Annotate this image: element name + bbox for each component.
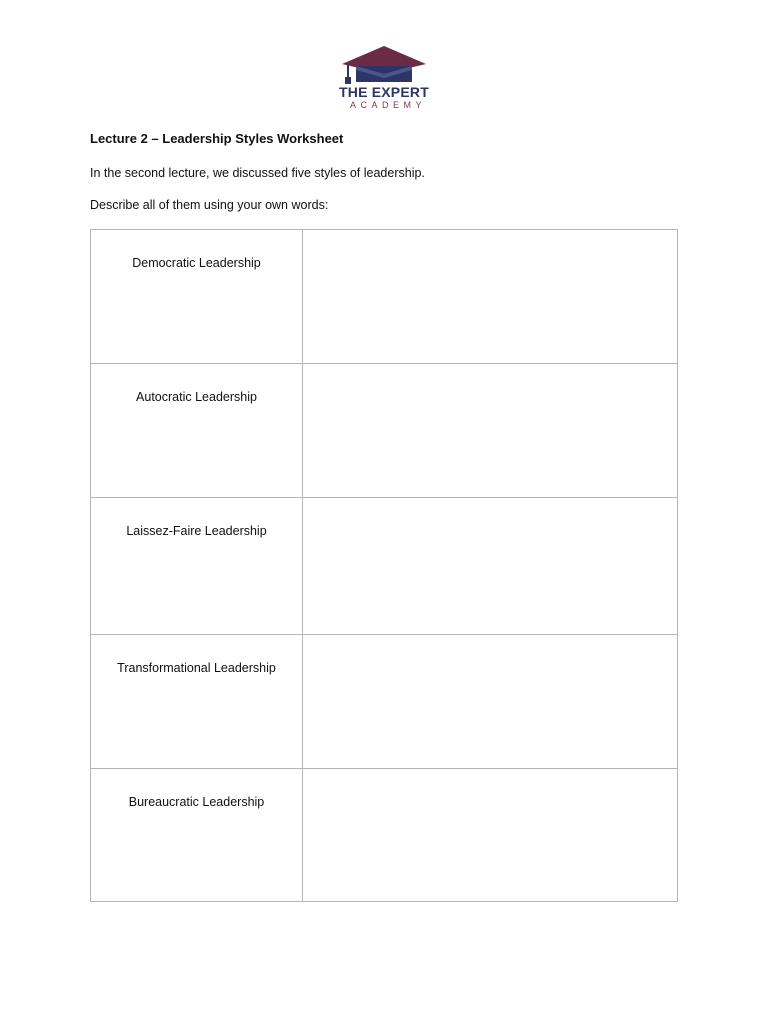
worksheet-title: Lecture 2 – Leadership Styles Worksheet [90,131,344,146]
style-label-transformational: Transformational Leadership [117,661,276,675]
intro-text: In the second lecture, we discussed five styles of leadership. [90,166,425,180]
instruction-text: Describe all of them using your own words: [90,198,329,212]
style-label-cell [91,769,303,902]
table-row [91,635,678,769]
answer-cell-democratic[interactable] [303,230,678,364]
answer-cell-autocratic[interactable] [303,364,678,498]
leadership-styles-table [90,229,678,902]
logo-text-secondary: ACADEMY [349,100,426,110]
academy-logo [336,44,432,116]
answer-cell-laissez-faire[interactable] [303,498,678,635]
style-label-cell [91,635,303,769]
table-row [91,498,678,635]
graduation-cap-icon [340,44,428,86]
style-label-cell [91,230,303,364]
answer-cell-bureaucratic[interactable] [303,769,678,902]
table-row [91,364,678,498]
answer-cell-transformational[interactable] [303,635,678,769]
style-label-laissez-faire: Laissez-Faire Leadership [126,524,267,538]
logo-text-primary: THE EXPERT [339,84,429,100]
table-row [91,769,678,902]
style-label-cell [91,498,303,635]
table-row [91,230,678,364]
style-label-bureaucratic: Bureaucratic Leadership [128,795,265,809]
style-label-democratic: Democratic Leadership [132,256,261,270]
style-label-cell [91,364,303,498]
style-label-autocratic: Autocratic Leadership [136,390,257,404]
